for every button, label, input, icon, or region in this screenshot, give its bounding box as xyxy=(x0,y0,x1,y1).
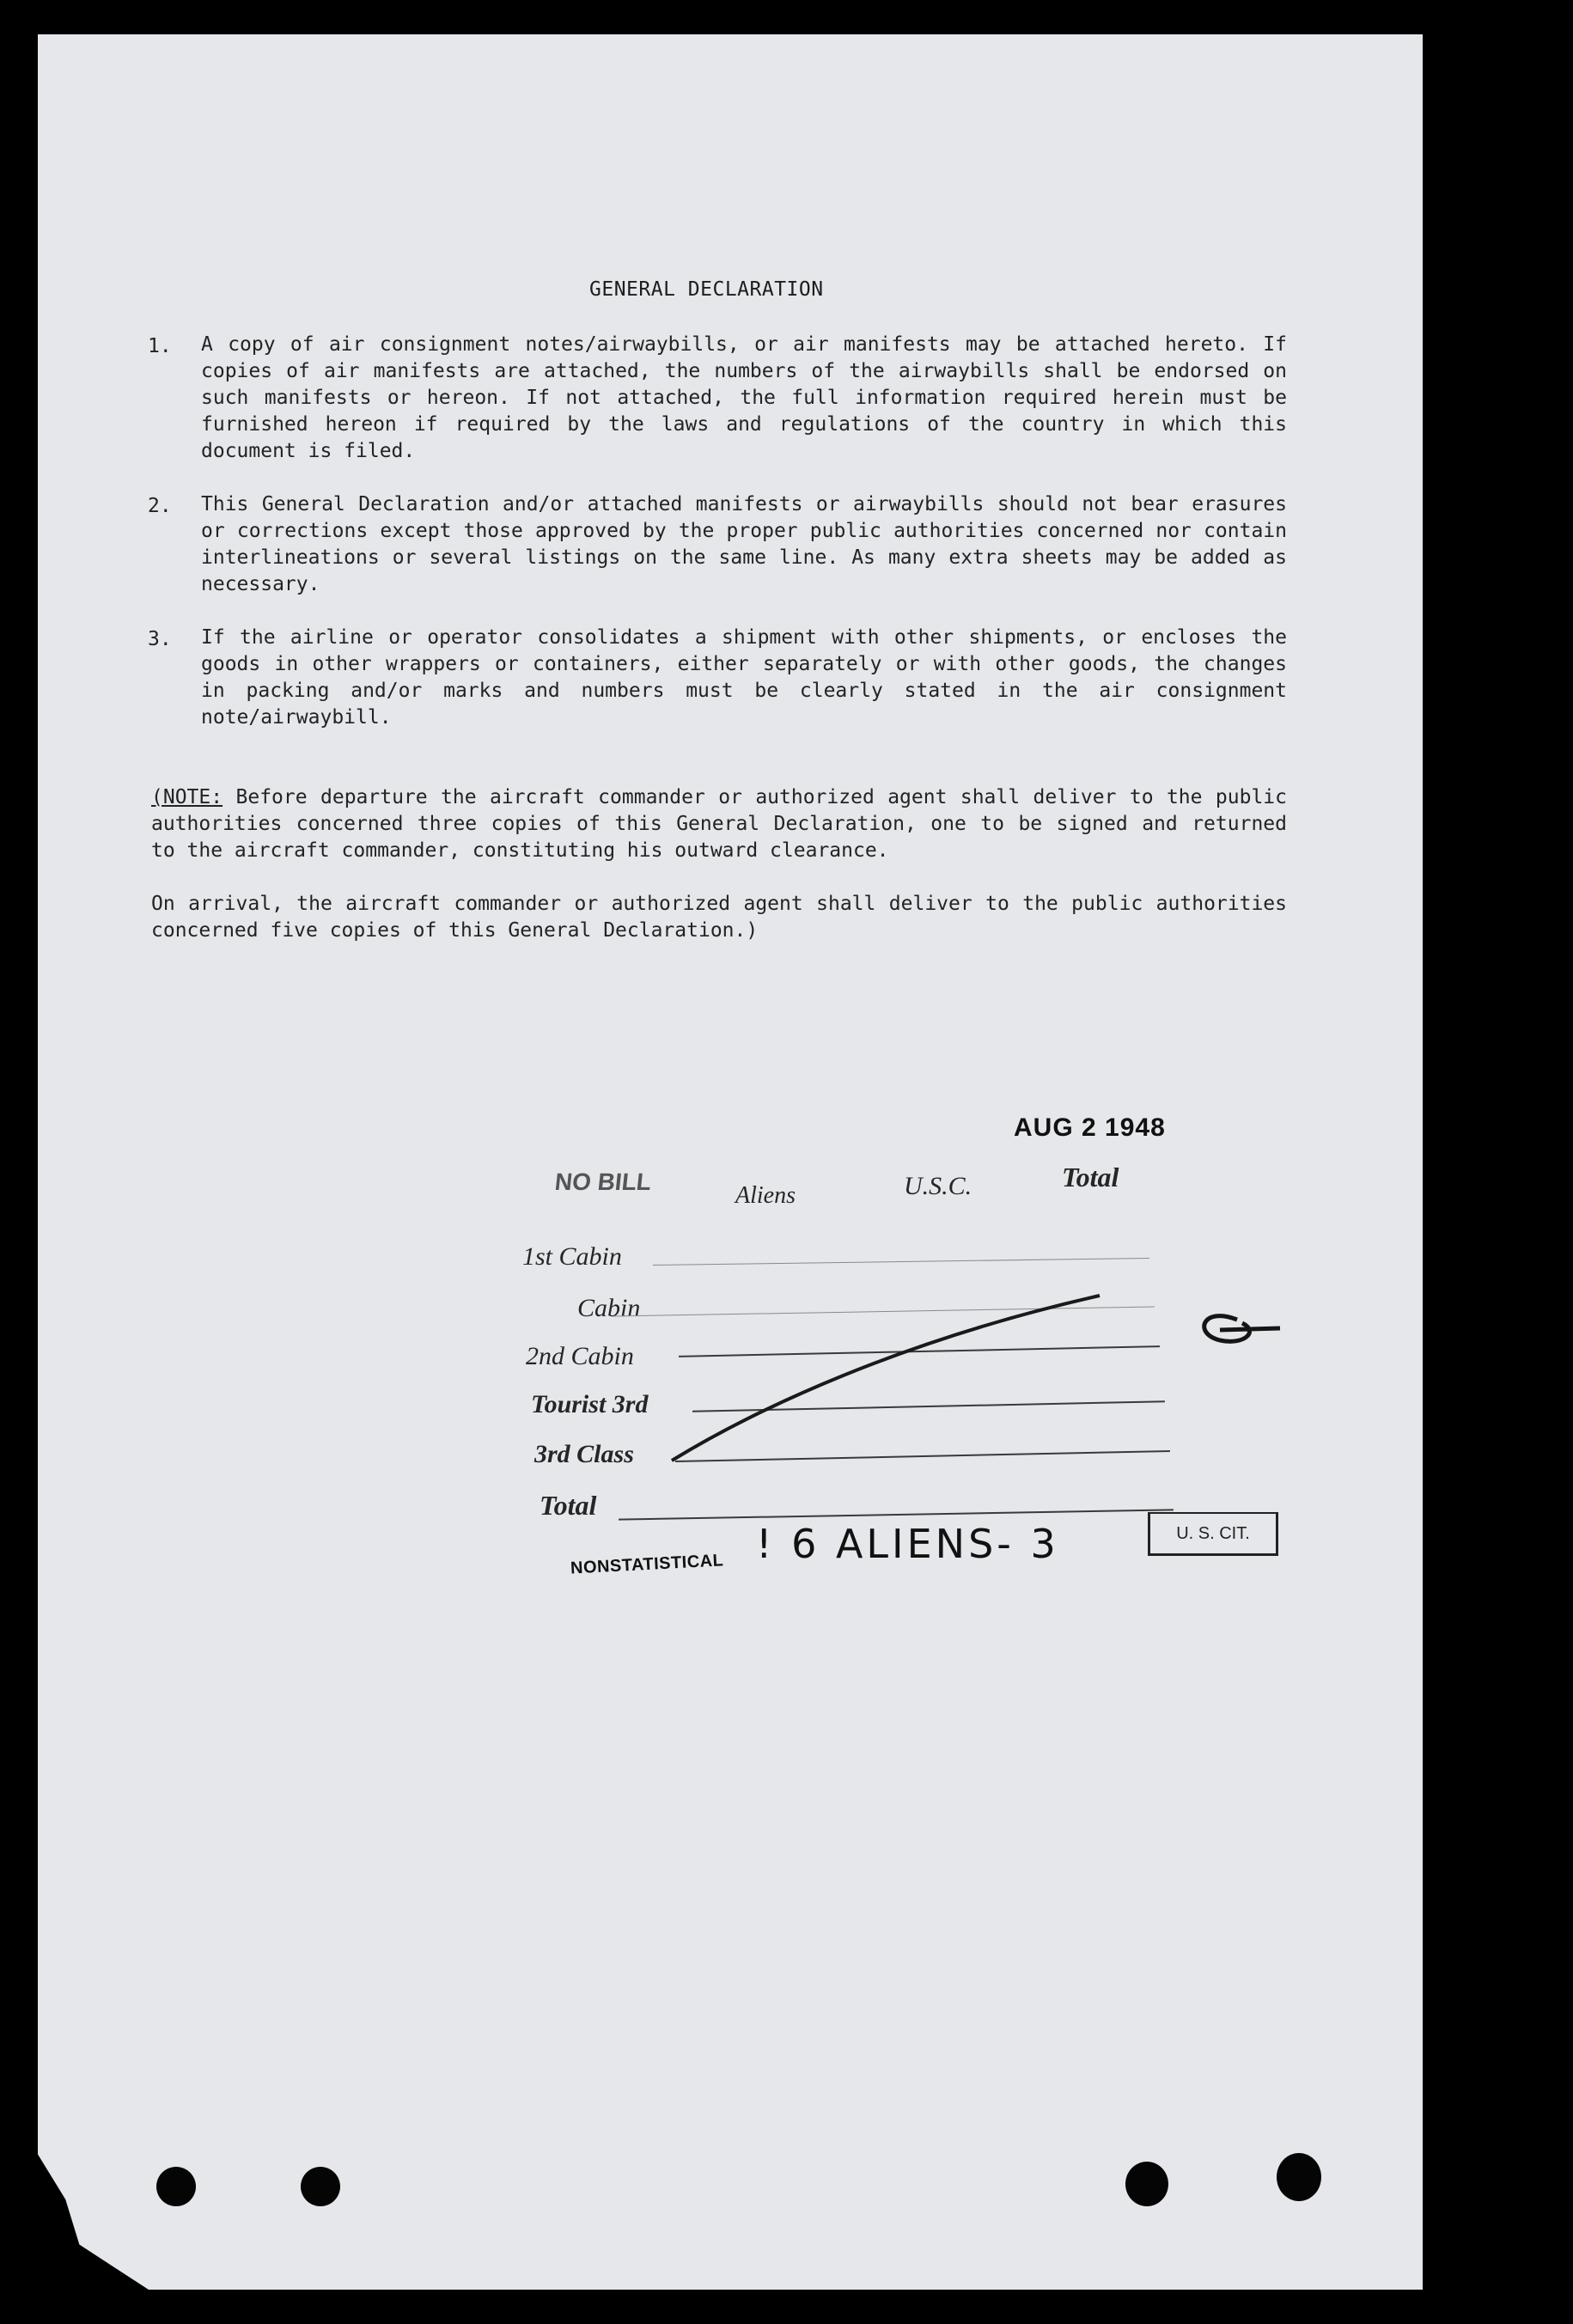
row-cabin: Cabin xyxy=(577,1294,641,1322)
handwritten-aliens-count: ! 6 ALIENS- 3 xyxy=(756,1521,1059,1567)
circle-mark-tail xyxy=(1220,1328,1280,1330)
diagonal-pen-stroke xyxy=(672,1296,1100,1461)
punch-hole xyxy=(301,2167,340,2206)
punch-hole xyxy=(1277,2153,1321,2201)
page-title: GENERAL DECLARATION xyxy=(589,278,824,301)
us-cit-stamp: U. S. CIT. xyxy=(1148,1512,1278,1556)
column-total: Total xyxy=(1062,1162,1119,1192)
paragraph-3-text: If the airline or operator consolidates a shipment with other shipments, or encloses the goods in other wrappers or containers, either separately or with other goods, the changes in packing and/or marks and numbers must be clearly stated in the air consignment note/airwaybill. xyxy=(201,626,1287,729)
date-stamp: AUG 2 1948 xyxy=(1014,1113,1166,1142)
column-aliens: Aliens xyxy=(735,1182,796,1209)
row-3rd-class: 3rd Class xyxy=(534,1440,634,1468)
row-1st-cabin: 1st Cabin xyxy=(522,1242,622,1271)
row-tourist-3rd: Tourist 3rd xyxy=(531,1390,649,1418)
note-label: (NOTE: xyxy=(151,786,223,808)
paragraph-1-number: 1. xyxy=(148,335,172,357)
paragraph-3-number: 3. xyxy=(148,628,172,650)
row-total: Total xyxy=(540,1490,597,1521)
punch-hole xyxy=(1125,2162,1168,2206)
no-bill-stamp: NO BILL xyxy=(553,1168,653,1195)
arrival-paragraph: On arrival, the aircraft commander or authorized agent shall deliver to the public authorities concerned five copies of this General Declaration.) xyxy=(151,893,1287,942)
punch-hole xyxy=(156,2167,196,2206)
paragraph-2-number: 2. xyxy=(148,495,172,517)
note-text: Before departure the aircraft commander or authorized agent shall deliver to the public authorities concerned three copies of this General Declaration, one to be signed and returned to the aircraft commander, constituting his outward clearance. xyxy=(151,786,1287,862)
paragraph-1-text: A copy of air consignment notes/airwaybills, or air manifests may be attached hereto. If copies of air manifests are attached, the numbers of the airwaybills shall be endorsed on such manifests or hereon. If not attached, the full information required herein must be furnished hereon if required by the laws and regulations of the country in which this document is filed. xyxy=(201,333,1287,462)
column-usc: U.S.C. xyxy=(904,1172,972,1200)
row-2nd-cabin: 2nd Cabin xyxy=(526,1342,634,1370)
nonstatistical-stamp: NONSTATISTICAL xyxy=(570,1551,724,1578)
paragraph-2-text: This General Declaration and/or attached manifests or airwaybills should not bear erasures or corrections except those approved by the proper public authorities concerned nor contain interlineations or several listings on the same line. As many extra sheets may be added as necessary. xyxy=(201,493,1287,595)
